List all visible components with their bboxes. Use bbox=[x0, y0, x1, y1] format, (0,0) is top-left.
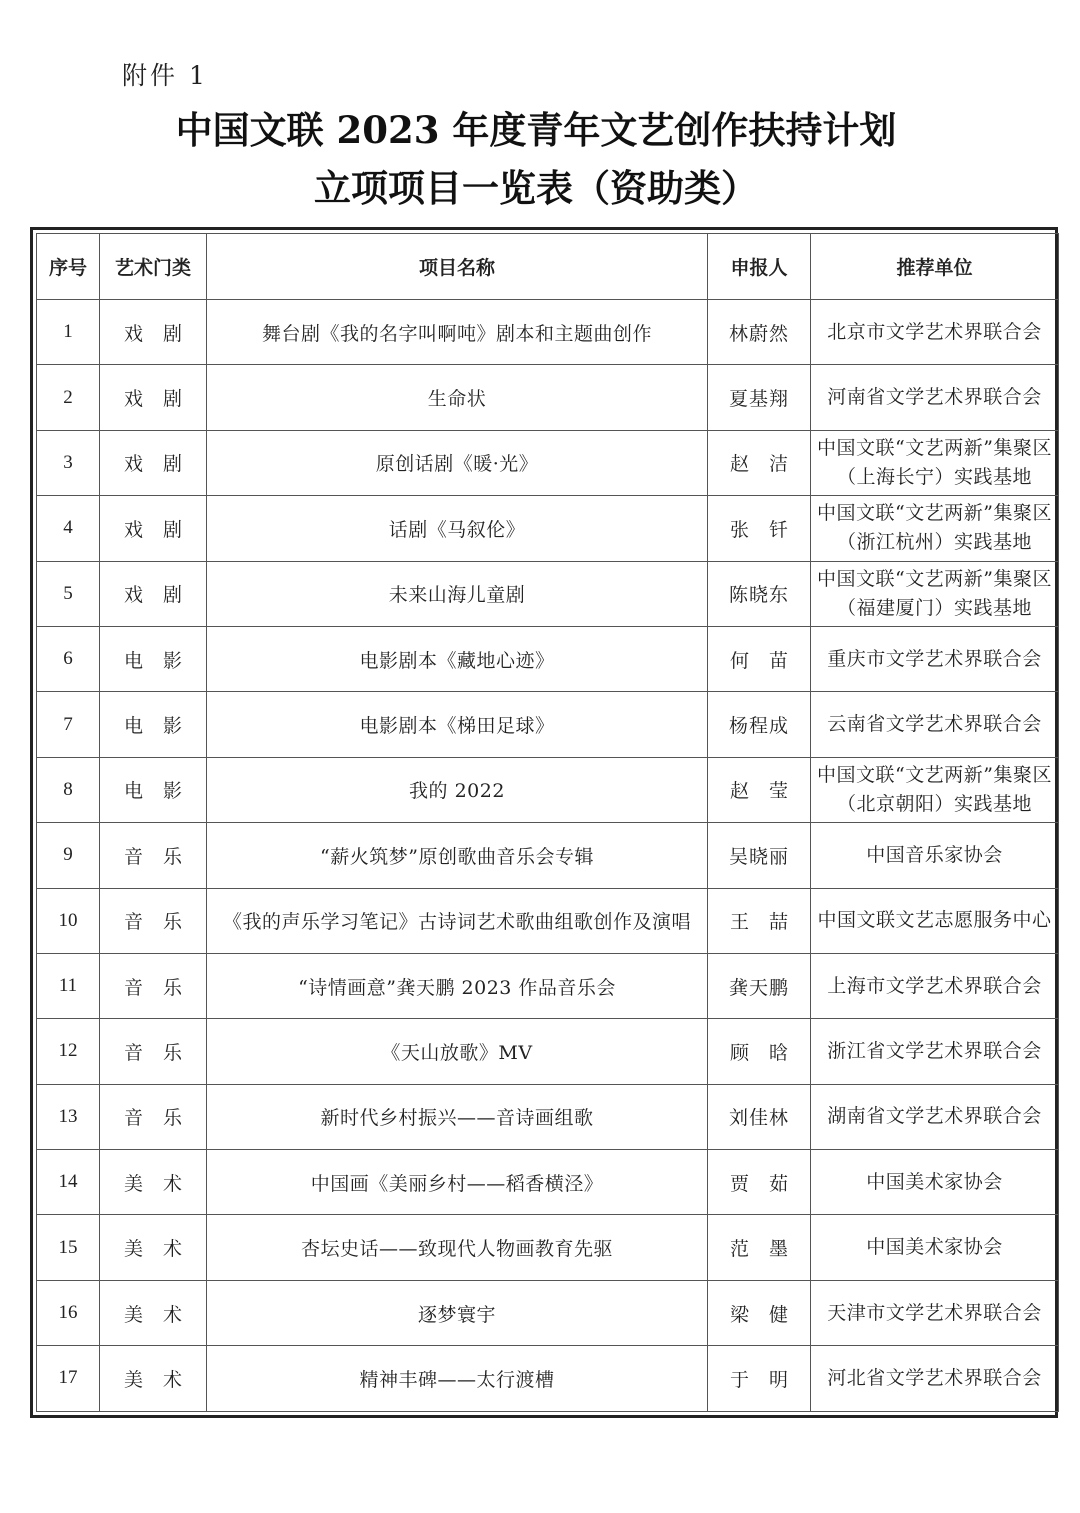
row-recommending-unit: 浙江省文学艺术界联合会 bbox=[811, 1019, 1059, 1084]
row-project-name: 新时代乡村振兴——音诗画组歌 bbox=[207, 1084, 708, 1149]
row-applicant: 于明 bbox=[708, 1346, 811, 1411]
table-row bbox=[37, 1280, 1059, 1345]
row-project-name: 我的 2022 bbox=[207, 757, 708, 822]
row-number: 2 bbox=[37, 365, 100, 430]
row-number: 4 bbox=[37, 496, 100, 561]
row-project-name: 舞台剧《我的名字叫啊吨》剧本和主题曲创作 bbox=[207, 300, 708, 365]
row-number: 15 bbox=[37, 1215, 100, 1280]
row-number: 8 bbox=[37, 757, 100, 822]
row-recommending-unit: 河南省文学艺术界联合会 bbox=[811, 365, 1059, 430]
row-category: 音乐 bbox=[100, 1019, 207, 1084]
row-number: 9 bbox=[37, 823, 100, 888]
row-project-name: 逐梦寰宇 bbox=[207, 1280, 708, 1345]
row-applicant: 吴晓丽 bbox=[708, 823, 811, 888]
row-category: 电影 bbox=[100, 626, 207, 691]
row-recommending-unit: 中国美术家协会 bbox=[811, 1150, 1059, 1215]
header-unit: 推荐单位 bbox=[811, 234, 1059, 300]
header-category: 艺术门类 bbox=[100, 234, 207, 300]
row-number: 6 bbox=[37, 626, 100, 691]
row-project-name: 原创话剧《暖·光》 bbox=[207, 430, 708, 495]
row-recommending-unit: 河北省文学艺术界联合会 bbox=[811, 1346, 1059, 1411]
row-category: 戏剧 bbox=[100, 365, 207, 430]
table-row bbox=[37, 1150, 1059, 1215]
row-number: 16 bbox=[37, 1280, 100, 1345]
table-row bbox=[37, 365, 1059, 430]
table-row bbox=[37, 1084, 1059, 1149]
row-category: 美术 bbox=[100, 1150, 207, 1215]
row-project-name: 精神丰碑——太行渡槽 bbox=[207, 1346, 708, 1411]
row-project-name: 电影剧本《梯田足球》 bbox=[207, 692, 708, 757]
row-category: 电影 bbox=[100, 692, 207, 757]
row-recommending-unit: 中国文联“文艺两新”集聚区（福建厦门）实践基地 bbox=[811, 561, 1059, 626]
row-category: 戏剧 bbox=[100, 561, 207, 626]
document-title-line1: 中国文联 2023 年度青年文艺创作扶持计划 bbox=[175, 108, 897, 152]
row-number: 10 bbox=[37, 888, 100, 953]
table-row bbox=[37, 888, 1059, 953]
row-recommending-unit: 中国音乐家协会 bbox=[811, 823, 1059, 888]
row-applicant: 赵莹 bbox=[708, 757, 811, 822]
row-recommending-unit: 云南省文学艺术界联合会 bbox=[811, 692, 1059, 757]
document-title-line2: 立项项目一览表（资助类） bbox=[314, 166, 758, 210]
row-project-name: 杏坛史话——致现代人物画教育先驱 bbox=[207, 1215, 708, 1280]
row-category: 音乐 bbox=[100, 823, 207, 888]
row-recommending-unit: 上海市文学艺术界联合会 bbox=[811, 953, 1059, 1018]
row-project-name: 电影剧本《藏地心迹》 bbox=[207, 626, 708, 691]
header-applicant: 申报人 bbox=[708, 234, 811, 300]
table-row bbox=[37, 1346, 1059, 1411]
table-row bbox=[37, 561, 1059, 626]
table-row bbox=[37, 430, 1059, 495]
row-recommending-unit: 中国文联文艺志愿服务中心 bbox=[811, 888, 1059, 953]
table-row bbox=[37, 823, 1059, 888]
row-project-name: 《天山放歌》MV bbox=[207, 1019, 708, 1084]
row-category: 戏剧 bbox=[100, 300, 207, 365]
row-recommending-unit: 中国文联“文艺两新”集聚区（北京朝阳）实践基地 bbox=[811, 757, 1059, 822]
row-category: 戏剧 bbox=[100, 430, 207, 495]
row-category: 音乐 bbox=[100, 1084, 207, 1149]
row-category: 戏剧 bbox=[100, 496, 207, 561]
table-header-row bbox=[37, 234, 1059, 300]
row-project-name: 《我的声乐学习笔记》古诗词艺术歌曲组歌创作及演唱 bbox=[207, 888, 708, 953]
row-applicant: 张钎 bbox=[708, 496, 811, 561]
table-row bbox=[37, 692, 1059, 757]
table-row bbox=[37, 1215, 1059, 1280]
row-category: 美术 bbox=[100, 1215, 207, 1280]
row-recommending-unit: 湖南省文学艺术界联合会 bbox=[811, 1084, 1059, 1149]
row-number: 5 bbox=[37, 561, 100, 626]
row-project-name: “诗情画意”龚天鹏 2023 作品音乐会 bbox=[207, 953, 708, 1018]
row-project-name: 未来山海儿童剧 bbox=[207, 561, 708, 626]
table-row bbox=[37, 1019, 1059, 1084]
row-category: 电影 bbox=[100, 757, 207, 822]
table-row bbox=[37, 300, 1059, 365]
row-number: 11 bbox=[37, 953, 100, 1018]
row-number: 3 bbox=[37, 430, 100, 495]
row-recommending-unit: 北京市文学艺术界联合会 bbox=[811, 300, 1059, 365]
row-category: 音乐 bbox=[100, 953, 207, 1018]
row-applicant: 林蔚然 bbox=[708, 300, 811, 365]
row-category: 美术 bbox=[100, 1280, 207, 1345]
project-table bbox=[36, 233, 1059, 1412]
row-number: 1 bbox=[37, 300, 100, 365]
row-category: 音乐 bbox=[100, 888, 207, 953]
row-applicant: 王喆 bbox=[708, 888, 811, 953]
row-applicant: 杨程成 bbox=[708, 692, 811, 757]
row-applicant: 刘佳林 bbox=[708, 1084, 811, 1149]
row-applicant: 梁健 bbox=[708, 1280, 811, 1345]
row-recommending-unit: 中国文联“文艺两新”集聚区（浙江杭州）实践基地 bbox=[811, 496, 1059, 561]
table-body bbox=[37, 300, 1059, 1412]
row-number: 17 bbox=[37, 1346, 100, 1411]
row-applicant: 龚天鹏 bbox=[708, 953, 811, 1018]
row-recommending-unit: 天津市文学艺术界联合会 bbox=[811, 1280, 1059, 1345]
row-number: 7 bbox=[37, 692, 100, 757]
row-number: 14 bbox=[37, 1150, 100, 1215]
header-no: 序号 bbox=[37, 234, 100, 300]
row-project-name: 生命状 bbox=[207, 365, 708, 430]
row-applicant: 范墨 bbox=[708, 1215, 811, 1280]
row-project-name: 中国画《美丽乡村——稻香横泾》 bbox=[207, 1150, 708, 1215]
row-applicant: 夏基翔 bbox=[708, 365, 811, 430]
row-recommending-unit: 中国文联“文艺两新”集聚区（上海长宁）实践基地 bbox=[811, 430, 1059, 495]
row-number: 12 bbox=[37, 1019, 100, 1084]
row-category: 美术 bbox=[100, 1346, 207, 1411]
table-row bbox=[37, 626, 1059, 691]
header-project: 项目名称 bbox=[207, 234, 708, 300]
table-row bbox=[37, 496, 1059, 561]
row-recommending-unit: 中国美术家协会 bbox=[811, 1215, 1059, 1280]
row-project-name: 话剧《马叙伦》 bbox=[207, 496, 708, 561]
table-row bbox=[37, 757, 1059, 822]
project-table-frame bbox=[30, 227, 1058, 1418]
table-row bbox=[37, 953, 1059, 1018]
row-applicant: 何苗 bbox=[708, 626, 811, 691]
row-applicant: 赵洁 bbox=[708, 430, 811, 495]
row-recommending-unit: 重庆市文学艺术界联合会 bbox=[811, 626, 1059, 691]
row-project-name: “薪火筑梦”原创歌曲音乐会专辑 bbox=[207, 823, 708, 888]
attachment-label: 附件 1 bbox=[122, 61, 208, 90]
row-number: 13 bbox=[37, 1084, 100, 1149]
row-applicant: 顾晗 bbox=[708, 1019, 811, 1084]
row-applicant: 贾茹 bbox=[708, 1150, 811, 1215]
row-applicant: 陈晓东 bbox=[708, 561, 811, 626]
